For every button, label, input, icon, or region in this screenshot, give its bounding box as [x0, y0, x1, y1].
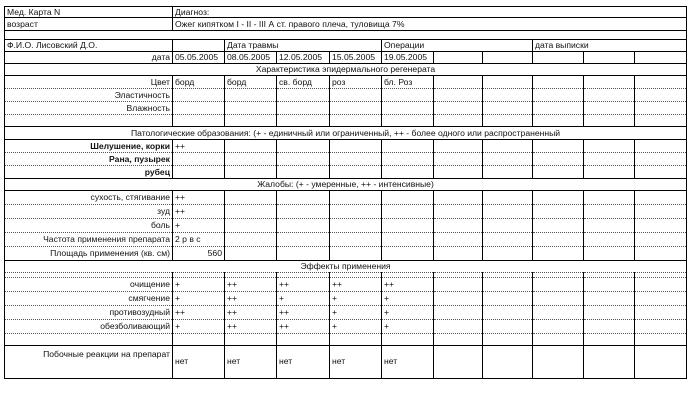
data-cell[interactable]: [635, 102, 687, 115]
data-cell[interactable]: нет: [173, 346, 225, 379]
frequency-label: Частота применения препарата: [5, 233, 173, 247]
data-cell[interactable]: [330, 205, 382, 219]
data-cell[interactable]: [382, 233, 434, 247]
injury-date-label: Дата травмы: [225, 40, 382, 52]
row-label: боль: [5, 219, 173, 233]
data-cell[interactable]: [382, 247, 434, 261]
data-cell[interactable]: +: [173, 292, 225, 306]
data-cell[interactable]: [483, 247, 533, 261]
data-cell[interactable]: [584, 166, 635, 179]
area-value[interactable]: 560: [173, 247, 225, 261]
data-cell[interactable]: [277, 89, 330, 102]
data-cell[interactable]: ++: [173, 140, 225, 153]
table-row: [5, 18, 687, 31]
table-row: [5, 76, 687, 89]
age-label: возраст: [5, 18, 173, 31]
data-cell[interactable]: +: [382, 292, 434, 306]
table-row: [5, 233, 687, 247]
data-cell[interactable]: бл. Роз: [382, 76, 434, 89]
data-cell[interactable]: [330, 233, 382, 247]
table-row: [5, 278, 687, 292]
row-label: Цвет: [5, 76, 173, 89]
patient-name[interactable]: Ф.И.О. Лисовский Д.О.: [5, 40, 173, 52]
table-row: [5, 334, 687, 346]
table-row: [5, 127, 687, 140]
data-cell[interactable]: [584, 76, 635, 89]
data-cell[interactable]: [533, 153, 584, 166]
data-cell[interactable]: [330, 219, 382, 233]
data-cell[interactable]: [635, 115, 687, 127]
table-row: [5, 31, 687, 40]
data-cell[interactable]: [635, 292, 687, 306]
table-row: [5, 346, 687, 379]
data-cell[interactable]: [483, 140, 533, 153]
row-label: Шелушение, корки: [5, 140, 173, 153]
data-cell[interactable]: [382, 205, 434, 219]
data-cell[interactable]: ++: [225, 320, 277, 334]
data-cell[interactable]: +: [277, 292, 330, 306]
data-cell[interactable]: [225, 191, 277, 205]
data-cell[interactable]: [584, 346, 635, 379]
data-cell[interactable]: [635, 89, 687, 102]
data-cell[interactable]: +: [173, 320, 225, 334]
data-cell[interactable]: [277, 140, 330, 153]
side-effects-label: Побочные реакции на препарат: [5, 346, 173, 379]
data-cell[interactable]: [584, 247, 635, 261]
table-row: [5, 102, 687, 115]
data-cell[interactable]: [173, 166, 225, 179]
table-row: [5, 140, 687, 153]
data-cell[interactable]: [330, 334, 382, 346]
data-cell[interactable]: +: [382, 306, 434, 320]
data-cell[interactable]: [434, 346, 483, 379]
data-cell[interactable]: [434, 115, 483, 127]
data-cell[interactable]: [173, 153, 225, 166]
data-cell[interactable]: [382, 191, 434, 205]
data-cell[interactable]: ++: [277, 278, 330, 292]
row-label: обезболивающий: [5, 320, 173, 334]
data-cell[interactable]: [434, 191, 483, 205]
data-cell[interactable]: борд: [225, 76, 277, 89]
data-cell[interactable]: 15.05.2005: [330, 52, 382, 64]
data-cell[interactable]: [533, 346, 584, 379]
data-cell[interactable]: ++: [225, 306, 277, 320]
data-cell[interactable]: [483, 306, 533, 320]
data-cell[interactable]: св. борд: [277, 76, 330, 89]
diagnosis-label: Диагноз:: [173, 7, 687, 18]
data-cell[interactable]: нет: [330, 346, 382, 379]
data-cell[interactable]: [330, 140, 382, 153]
data-cell[interactable]: [533, 247, 584, 261]
row-label: Эластичность: [5, 89, 173, 102]
data-cell[interactable]: [533, 219, 584, 233]
data-cell[interactable]: [483, 346, 533, 379]
data-cell[interactable]: [483, 76, 533, 89]
table-row: [5, 166, 687, 179]
table-row: [5, 320, 687, 334]
data-cell[interactable]: [382, 153, 434, 166]
data-cell[interactable]: [382, 115, 434, 127]
data-cell[interactable]: [483, 191, 533, 205]
data-cell[interactable]: [635, 219, 687, 233]
data-cell[interactable]: [533, 140, 584, 153]
data-cell[interactable]: [382, 334, 434, 346]
data-cell[interactable]: борд: [173, 76, 225, 89]
data-cell[interactable]: [635, 306, 687, 320]
data-cell[interactable]: [584, 153, 635, 166]
table-row: [5, 115, 687, 127]
data-cell[interactable]: [483, 320, 533, 334]
data-cell[interactable]: [584, 115, 635, 127]
data-cell[interactable]: [225, 102, 277, 115]
data-cell[interactable]: [635, 233, 687, 247]
data-cell[interactable]: [277, 205, 330, 219]
data-cell[interactable]: [483, 102, 533, 115]
data-cell[interactable]: [382, 102, 434, 115]
table-row: [5, 7, 687, 18]
data-cell[interactable]: ++: [225, 278, 277, 292]
data-cell[interactable]: [533, 102, 584, 115]
data-cell[interactable]: [533, 334, 584, 346]
data-cell[interactable]: +: [330, 306, 382, 320]
area-label: Площадь применения (кв. см): [5, 247, 173, 261]
data-cell[interactable]: ++: [173, 191, 225, 205]
data-cell[interactable]: [533, 166, 584, 179]
data-cell[interactable]: [533, 52, 584, 64]
data-cell[interactable]: [635, 278, 687, 292]
diagnosis-text[interactable]: Ожег кипятком I - II - III А ст. правого плеча, туловища 7%: [173, 18, 687, 31]
discharge-date-label: дата выписки: [533, 40, 687, 52]
section-title-effects: Эффекты применения: [5, 261, 687, 273]
data-cell[interactable]: нет: [277, 346, 330, 379]
data-cell[interactable]: [584, 205, 635, 219]
blank-label: [5, 115, 173, 127]
data-cell[interactable]: [584, 306, 635, 320]
data-cell[interactable]: ++: [173, 306, 225, 320]
data-cell[interactable]: [382, 140, 434, 153]
data-cell[interactable]: ++: [173, 205, 225, 219]
data-cell[interactable]: [434, 278, 483, 292]
data-cell[interactable]: [173, 334, 225, 346]
data-cell[interactable]: [635, 334, 687, 346]
data-cell[interactable]: [277, 115, 330, 127]
data-cell[interactable]: [173, 115, 225, 127]
table-row: [5, 306, 687, 320]
data-cell[interactable]: [584, 292, 635, 306]
data-cell[interactable]: [533, 115, 584, 127]
data-cell[interactable]: [533, 320, 584, 334]
row-label: рубец: [5, 166, 173, 179]
data-cell[interactable]: [635, 140, 687, 153]
data-cell[interactable]: [434, 334, 483, 346]
data-cell[interactable]: [533, 205, 584, 219]
data-cell[interactable]: [173, 102, 225, 115]
data-cell[interactable]: [483, 205, 533, 219]
data-cell[interactable]: +: [330, 292, 382, 306]
data-cell[interactable]: +: [330, 320, 382, 334]
data-cell[interactable]: [533, 292, 584, 306]
data-cell[interactable]: [584, 233, 635, 247]
data-cell[interactable]: [382, 89, 434, 102]
row-label: Влажность: [5, 102, 173, 115]
data-cell[interactable]: +: [173, 219, 225, 233]
data-cell[interactable]: [584, 334, 635, 346]
data-cell[interactable]: [483, 292, 533, 306]
data-cell[interactable]: [434, 205, 483, 219]
data-cell[interactable]: [635, 346, 687, 379]
data-cell[interactable]: [225, 166, 277, 179]
data-cell[interactable]: [225, 153, 277, 166]
data-cell[interactable]: [584, 191, 635, 205]
table-row: [5, 219, 687, 233]
data-cell[interactable]: [277, 191, 330, 205]
medical-card-sheet: [4, 6, 686, 379]
blank-label: [5, 334, 173, 346]
data-cell[interactable]: [483, 166, 533, 179]
table-row: [5, 205, 687, 219]
data-cell[interactable]: [533, 306, 584, 320]
data-cell[interactable]: [330, 247, 382, 261]
data-cell[interactable]: [330, 102, 382, 115]
data-cell[interactable]: [225, 115, 277, 127]
data-cell[interactable]: 12.05.2005: [277, 52, 330, 64]
data-cell[interactable]: [434, 247, 483, 261]
data-cell[interactable]: [434, 102, 483, 115]
data-cell[interactable]: [434, 153, 483, 166]
table-row: [5, 40, 687, 52]
table-row: [5, 179, 687, 191]
data-cell[interactable]: [225, 233, 277, 247]
data-cell[interactable]: [584, 320, 635, 334]
spacer-row: [5, 31, 687, 40]
blank-cell: [173, 40, 225, 52]
card-number-label: Мед. Карта N: [5, 7, 173, 18]
data-cell[interactable]: [483, 89, 533, 102]
data-cell[interactable]: [277, 102, 330, 115]
data-cell[interactable]: [434, 140, 483, 153]
data-cell[interactable]: [483, 219, 533, 233]
data-cell[interactable]: [584, 219, 635, 233]
table-row: [5, 261, 687, 273]
data-cell[interactable]: [330, 153, 382, 166]
data-cell[interactable]: +: [173, 278, 225, 292]
row-label: смягчение: [5, 292, 173, 306]
data-cell[interactable]: ++: [382, 278, 434, 292]
data-cell[interactable]: [635, 166, 687, 179]
row-label: очищение: [5, 278, 173, 292]
table-row: [5, 64, 687, 76]
frequency-value[interactable]: 2 р в с: [173, 233, 225, 247]
section-title-epidermal: Характеристика эпидермального регенерата: [5, 64, 687, 76]
data-cell[interactable]: роз: [330, 76, 382, 89]
data-cell[interactable]: [635, 76, 687, 89]
data-cell[interactable]: [173, 89, 225, 102]
table-row: [5, 89, 687, 102]
medical-card-table: [4, 6, 687, 379]
data-cell[interactable]: [635, 153, 687, 166]
table-row: [5, 153, 687, 166]
data-cell[interactable]: [483, 153, 533, 166]
data-cell[interactable]: ++: [277, 306, 330, 320]
data-cell[interactable]: [635, 205, 687, 219]
data-cell[interactable]: [434, 52, 483, 64]
data-cell[interactable]: [225, 247, 277, 261]
data-cell[interactable]: [533, 233, 584, 247]
data-cell[interactable]: [277, 334, 330, 346]
data-cell[interactable]: нет: [382, 346, 434, 379]
row-label: сухость, стягивание: [5, 191, 173, 205]
data-cell[interactable]: [330, 89, 382, 102]
data-cell[interactable]: [277, 219, 330, 233]
data-cell[interactable]: ++: [277, 320, 330, 334]
table-row: [5, 292, 687, 306]
data-cell[interactable]: [382, 166, 434, 179]
row-label: Рана, пузырек: [5, 153, 173, 166]
data-cell[interactable]: [225, 89, 277, 102]
data-cell[interactable]: [277, 247, 330, 261]
data-cell[interactable]: [330, 166, 382, 179]
data-cell[interactable]: [533, 278, 584, 292]
data-cell[interactable]: [277, 153, 330, 166]
data-cell[interactable]: +: [382, 320, 434, 334]
data-cell[interactable]: [330, 115, 382, 127]
data-cell[interactable]: [533, 191, 584, 205]
data-cell[interactable]: [434, 219, 483, 233]
data-cell[interactable]: [434, 320, 483, 334]
data-cell[interactable]: [382, 219, 434, 233]
data-cell[interactable]: нет: [225, 346, 277, 379]
data-cell[interactable]: ++: [225, 292, 277, 306]
operations-label: Операции: [382, 40, 533, 52]
data-cell[interactable]: [434, 76, 483, 89]
data-cell[interactable]: [584, 52, 635, 64]
data-cell[interactable]: [277, 233, 330, 247]
data-cell[interactable]: [483, 233, 533, 247]
data-cell[interactable]: [330, 191, 382, 205]
data-cell[interactable]: [225, 140, 277, 153]
data-cell[interactable]: [584, 89, 635, 102]
row-label: противозудный: [5, 306, 173, 320]
data-cell[interactable]: [483, 278, 533, 292]
data-cell[interactable]: [434, 306, 483, 320]
data-cell[interactable]: [277, 166, 330, 179]
data-cell[interactable]: [225, 205, 277, 219]
data-cell[interactable]: [533, 89, 584, 102]
table-row: [5, 247, 687, 261]
data-cell[interactable]: 05.05.2005: [173, 52, 225, 64]
data-cell[interactable]: [584, 278, 635, 292]
section-title-pathology: Патологические образования: (+ - единичный или ограниченный, ++ - более одного или распространенный: [5, 127, 687, 140]
date-label: дата: [5, 52, 173, 64]
data-cell[interactable]: [533, 76, 584, 89]
data-cell[interactable]: [225, 219, 277, 233]
data-cell[interactable]: [483, 52, 533, 64]
data-cell[interactable]: [434, 89, 483, 102]
data-cell[interactable]: [483, 115, 533, 127]
data-cell[interactable]: [635, 320, 687, 334]
data-cell[interactable]: [635, 52, 687, 64]
data-cell[interactable]: [483, 334, 533, 346]
data-cell[interactable]: [584, 140, 635, 153]
data-cell[interactable]: [584, 102, 635, 115]
data-cell[interactable]: [434, 166, 483, 179]
data-cell[interactable]: 08.05.2005: [225, 52, 277, 64]
data-cell[interactable]: [434, 233, 483, 247]
table-row: [5, 52, 687, 64]
data-cell[interactable]: [225, 334, 277, 346]
row-label: зуд: [5, 205, 173, 219]
data-cell[interactable]: [434, 292, 483, 306]
data-cell[interactable]: [635, 247, 687, 261]
table-row: [5, 191, 687, 205]
data-cell[interactable]: [635, 191, 687, 205]
data-cell[interactable]: ++: [330, 278, 382, 292]
data-cell[interactable]: 19.05.2005: [382, 52, 434, 64]
section-title-complaints: Жалобы: (+ - умеренные, ++ - интенсивные): [5, 179, 687, 191]
